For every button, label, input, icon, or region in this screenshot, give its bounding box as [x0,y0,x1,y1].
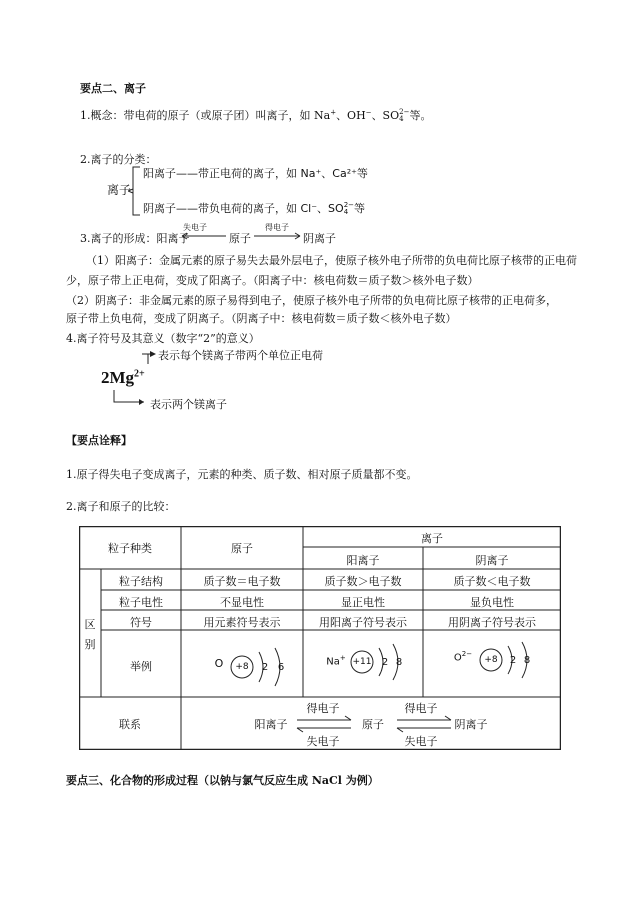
relation-atom: 原子 [362,718,384,731]
na-charge: + [330,108,337,117]
anion-def-end: 等 [354,202,366,215]
ex-anion-charge: 2− [461,650,473,658]
cell-atom: 用元素符号表示 [203,616,281,629]
cell-atom: 质子数＝电子数 [203,575,281,588]
arrow-head-icon [146,350,158,360]
formation-atom: 原子 [229,232,251,245]
section-heading: 要点二、离子 [80,82,146,95]
relation-gain-1: 得电子 [306,702,340,715]
row-name: 符号 [130,616,152,629]
ion-formula-charge: 2+ [134,368,145,380]
ex-atom-shell1: 2 [261,662,269,673]
header-atom: 原子 [231,542,253,555]
section3-heading: 要点三、化合物的形成过程（以钠与氯气反应生成 NaCl 为例） [66,774,379,787]
upper-meaning: 表示每个镁离子带两个单位正电荷 [158,349,323,362]
relation-lose-1: 失电子 [306,735,340,748]
symbol-title: 4.离子符号及其意义（数字“2”的意义） [66,332,260,345]
anion-def-text: 阴离子——带负电荷的离子，如 Cl⁻、SO [143,202,344,215]
ex-anion-symbol [451,650,475,663]
cell-cation: 质子数＞电子数 [324,575,402,588]
explanation-point2: 2.离子和原子的比较： [66,500,176,513]
ion-formula-text: 2Mg [101,368,135,387]
ex-anion-shell1: 2 [509,655,517,666]
cation-paragraph-line2: 少，原子带上正电荷，变成了阳离子。（阳离子中：核电荷数＝质子数＞核外电子数） [66,274,479,287]
relation-equilibrium-arrows [293,714,463,736]
ex-cation-shell1: 2 [381,657,389,668]
relation-label: 联系 [119,718,141,731]
lower-meaning: 表示两个镁离子 [150,398,227,411]
ex-cation-shell2: 8 [395,657,403,668]
diff-label-1: 区 [84,618,96,631]
formation-anion: 阴离子 [303,232,336,245]
anion-definition [143,200,365,216]
ex-anion-nucleus: +8 [484,655,498,665]
anion-so4-charge: 2− [343,201,355,209]
cation-paragraph-line1: （1）阳离子：金属元素的原子易失去最外层电子，使原子核外电子所带的负电荷比原子核带的正电荷 [86,254,577,267]
cell-cation: 显正电性 [341,596,385,609]
ex-cation-nucleus: +11 [352,657,372,667]
explanation-heading: 【要点诠释】 [66,434,132,447]
ex-atom-nucleus: +8 [235,662,249,672]
ex-cation-symbol [325,654,347,667]
lose-electron-label: 失电子 [183,223,207,232]
so4-subscript: 4 [399,115,404,123]
oh-charge: − [365,108,372,117]
row-name: 粒子电性 [119,596,163,609]
cation-definition: 阳离子——带正电荷的离子，如 Na⁺、Ca²⁺等 [143,167,368,180]
row-name: 粒子结构 [119,575,163,588]
concept-line [80,107,431,123]
header-cation: 阳离子 [346,554,380,567]
formation-line [80,230,190,246]
diff-label-2: 别 [84,638,96,651]
comparison-table [79,526,561,750]
relation-cation: 阳离子 [254,718,288,731]
concept-so4: 、SO [371,109,400,122]
relation-anion: 阴离子 [454,718,488,731]
formation-prefix: 3.离子的形成：阳离子 [80,232,190,245]
header-anion: 阴离子 [475,554,509,567]
cell-anion: 质子数＜电子数 [453,575,531,588]
anion-paragraph-line2: 原子带上负电荷，变成了阴离子。（阴离子中：核电荷数＝质子数＜核外电子数） [66,312,457,325]
ex-anion-text: O [453,652,462,664]
right-arrow-icon [252,232,302,240]
ex-anion-shell2: 8 [523,655,531,666]
ex-atom-shell2: 6 [277,662,285,673]
cell-anion: 显负电性 [470,596,514,609]
ex-atom-symbol: O [214,657,224,670]
left-arrow-icon [180,232,228,240]
anion-paragraph-line1: （2）阴离子：非金属元素的原子易得到电子，使原子核外电子所带的负电荷比原子核带的正电荷多， [66,294,557,307]
classification-title: 2.离子的分类： [80,153,157,166]
so4-charge: 2− [399,108,410,116]
gain-electron-label: 得电子 [265,223,289,232]
concept-text: 1.概念：带电荷的原子（或原子团）叫离子，如 Na [80,109,331,122]
concept-end: 等。 [409,109,432,122]
explanation-point1: 1.原子得失电子变成离子，元素的种类、质子数、相对原子质量都不变。 [66,468,418,481]
cell-cation: 用阳离子符号表示 [319,616,407,629]
header-ion: 离子 [421,532,443,545]
cell-atom: 不显电性 [220,596,264,609]
cell-anion: 用阴离子符号表示 [448,616,536,629]
ion-label: 离子 [107,183,132,197]
relation-lose-2: 失电子 [404,735,438,748]
classification-bracket [128,165,142,217]
ex-cation-charge: + [339,654,346,662]
relation-gain-2: 得电子 [404,702,438,715]
header-particle: 粒子种类 [108,542,152,555]
concept-oh: 、OH [336,109,366,122]
ex-cation-text: Na [326,656,340,668]
example-label: 举例 [130,660,152,673]
anion-so4-subscript: 4 [343,208,349,216]
